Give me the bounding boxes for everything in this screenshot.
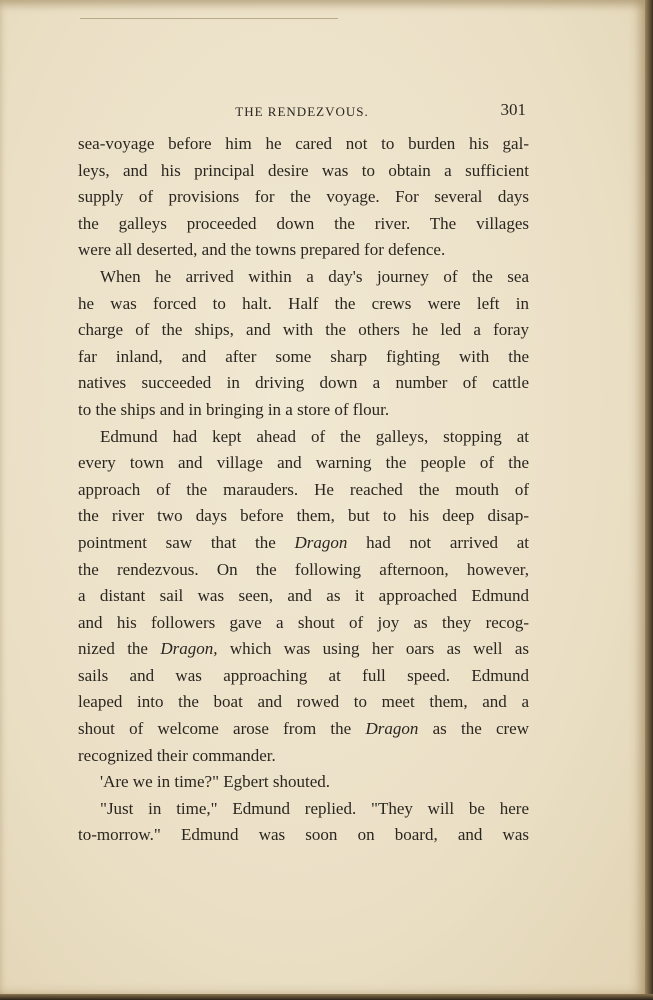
ship-name: Dragon, [160,639,218,659]
text-segment: as the crew [418,719,529,739]
text-line: leaped into the boat and rowed to meet them, and a [78,692,529,712]
text-line: 'Are we in time?" Egbert shouted. [100,772,330,792]
running-head: THE RENDEZVOUS. [235,104,369,119]
text-line [78,636,529,663]
text-line: When he arrived within a day's journey of the sea [100,266,529,286]
text-line: supply of provisions for the voyage. For several days [78,187,529,207]
ship-name: Dragon [294,532,348,552]
text-line [78,530,529,557]
text-segment: pointment saw that the [78,532,295,552]
text-line: and his followers gave a shout of joy as they recog- [78,612,529,632]
text-line: Edmund had kept ahead of the galleys, stopping at [100,426,529,446]
text-line: he was forced to halt. Half the crews were left in [78,293,529,313]
text-line: far inland, and after some sharp fighting with the [78,346,529,366]
text-line: leys, and his principal desire was to obtain a sufficient [78,160,529,180]
text-line: approach of the marauders. He reached the mouth of [78,479,529,499]
text-line: charge of the ships, and with the others he led a foray [78,320,529,340]
top-rule [80,18,338,19]
page-header [78,100,526,122]
page-edge-right [645,0,653,1000]
text-segment: shout of welcome arose from the [78,719,366,739]
text-line: natives succeeded in driving down a number of cattle [78,373,529,393]
text-line: recognized their commander. [78,745,276,765]
text-line: "Just in time," Edmund replied. "They will be here [100,798,529,818]
text-line: sails and was approaching at full speed. Edmund [78,665,529,685]
text-line: a distant sail was seen, and as it approached Edmund [78,586,529,606]
ship-name: Dragon [365,719,419,739]
text-line: the galleys proceeded down the river. The villages [78,213,529,233]
text-line: sea-voyage before him he cared not to burden his gal- [78,134,529,153]
text-line: the rendezvous. On the following afternoon, however, [78,559,529,579]
page-number: 301 [500,100,526,119]
body-text [78,131,529,849]
text-segment: had not arrived at [347,532,529,552]
text-line: to-morrow." Edmund was soon on board, and was [78,825,529,845]
text-segment: which was using her oars as well as [217,639,529,659]
text-line: the river two days before them, but to his deep disap- [78,506,529,526]
page-edge-bottom [0,994,653,1000]
text-line [78,716,529,743]
text-line: every town and village and warning the people of the [78,453,529,473]
text-line: to the ships and in bringing in a store of flour. [78,399,390,419]
text-segment: nized the [78,639,161,659]
text-line: were all deserted, and the towns prepared for defence. [78,240,446,260]
